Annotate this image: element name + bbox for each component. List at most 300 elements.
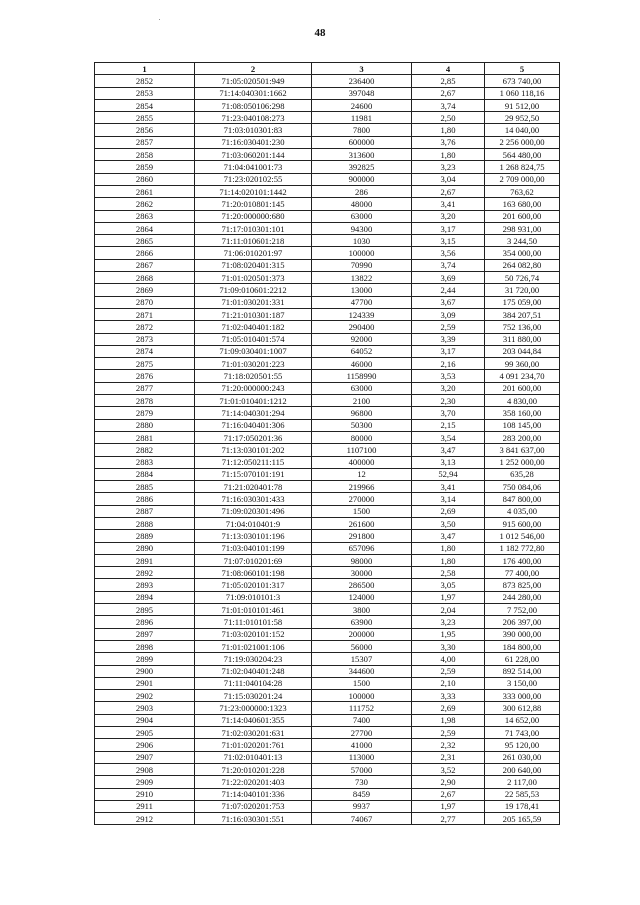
table-row bbox=[95, 395, 560, 407]
page-number: 48 bbox=[314, 27, 326, 39]
table-cell-col-1: 2898 bbox=[95, 640, 195, 652]
table-cell-col-2: 71:01:020201:761 bbox=[195, 739, 312, 751]
column-header-5: 5 bbox=[485, 63, 560, 75]
table-cell-col-3: 7800 bbox=[312, 124, 412, 136]
table-cell-col-5: 298 931,00 bbox=[485, 222, 560, 234]
table-cell-col-2: 71:11:040104:28 bbox=[195, 677, 312, 689]
table-row bbox=[95, 112, 560, 124]
table-row bbox=[95, 284, 560, 296]
table-cell-col-3: 900000 bbox=[312, 173, 412, 185]
table-cell-col-5: 3 150,00 bbox=[485, 677, 560, 689]
table-cell-col-2: 71:13:030101:196 bbox=[195, 530, 312, 542]
table-cell-col-5: 4 091 234,70 bbox=[485, 370, 560, 382]
table-cell-col-3: 41000 bbox=[312, 739, 412, 751]
table-row bbox=[95, 653, 560, 665]
table-cell-col-1: 2887 bbox=[95, 505, 195, 517]
table-cell-col-3: 261600 bbox=[312, 517, 412, 529]
table-cell-col-2: 71:03:040101:199 bbox=[195, 542, 312, 554]
table-cell-col-5: 175 059,00 bbox=[485, 296, 560, 308]
table-row bbox=[95, 173, 560, 185]
table-row bbox=[95, 591, 560, 603]
table-cell-col-2: 71:07:010201:69 bbox=[195, 554, 312, 566]
table-cell-col-1: 2858 bbox=[95, 149, 195, 161]
table-cell-col-5: 264 082,80 bbox=[485, 259, 560, 271]
table-cell-col-1: 2900 bbox=[95, 665, 195, 677]
table-cell-col-3: 400000 bbox=[312, 456, 412, 468]
table-row bbox=[95, 345, 560, 357]
table-cell-col-2: 71:08:020401:315 bbox=[195, 259, 312, 271]
table-cell-col-4: 2,77 bbox=[412, 813, 485, 825]
table-row bbox=[95, 75, 560, 87]
table-cell-col-3: 100000 bbox=[312, 247, 412, 259]
table-cell-col-2: 71:20:000000:680 bbox=[195, 210, 312, 222]
table-row bbox=[95, 714, 560, 726]
table-cell-col-3: 291800 bbox=[312, 530, 412, 542]
table-cell-col-2: 71:14:040101:336 bbox=[195, 788, 312, 800]
table-cell-col-3: 13000 bbox=[312, 284, 412, 296]
table-cell-col-5: 95 120,00 bbox=[485, 739, 560, 751]
table-row bbox=[95, 272, 560, 284]
table-cell-col-4: 2,85 bbox=[412, 75, 485, 87]
table-cell-col-3: 124339 bbox=[312, 308, 412, 320]
table-cell-col-4: 3,23 bbox=[412, 616, 485, 628]
table-cell-col-1: 2905 bbox=[95, 727, 195, 739]
table-cell-col-5: 19 178,41 bbox=[485, 800, 560, 812]
table-row bbox=[95, 530, 560, 542]
table-cell-col-2: 71:23:020102:55 bbox=[195, 173, 312, 185]
table-cell-col-4: 3,33 bbox=[412, 690, 485, 702]
table-cell-col-5: 77 400,00 bbox=[485, 567, 560, 579]
table-row bbox=[95, 604, 560, 616]
table-cell-col-4: 3,50 bbox=[412, 517, 485, 529]
table-cell-col-3: 63900 bbox=[312, 616, 412, 628]
table-cell-col-4: 3,05 bbox=[412, 579, 485, 591]
table-cell-col-3: 1158990 bbox=[312, 370, 412, 382]
table-row bbox=[95, 382, 560, 394]
table-cell-col-3: 657096 bbox=[312, 542, 412, 554]
table-cell-col-2: 71:20:010201:228 bbox=[195, 763, 312, 775]
table-cell-col-3: 96800 bbox=[312, 407, 412, 419]
table-row bbox=[95, 542, 560, 554]
table-cell-col-3: 2100 bbox=[312, 395, 412, 407]
table-body bbox=[95, 75, 560, 825]
table-cell-col-3: 1500 bbox=[312, 505, 412, 517]
table-cell-col-4: 2,04 bbox=[412, 604, 485, 616]
table-cell-col-5: 1 182 772,80 bbox=[485, 542, 560, 554]
table-cell-col-1: 2884 bbox=[95, 468, 195, 480]
table-cell-col-1: 2874 bbox=[95, 345, 195, 357]
scan-speck bbox=[159, 19, 160, 20]
table-cell-col-1: 2855 bbox=[95, 112, 195, 124]
table-cell-col-5: 311 880,00 bbox=[485, 333, 560, 345]
table-cell-col-1: 2863 bbox=[95, 210, 195, 222]
table-cell-col-2: 71:16:030401:230 bbox=[195, 136, 312, 148]
table-row bbox=[95, 763, 560, 775]
table-cell-col-4: 3,23 bbox=[412, 161, 485, 173]
table-cell-col-5: 244 280,00 bbox=[485, 591, 560, 603]
table-cell-col-2: 71:05:020101:317 bbox=[195, 579, 312, 591]
table-cell-col-5: 163 680,00 bbox=[485, 198, 560, 210]
table-cell-col-2: 71:18:020501:55 bbox=[195, 370, 312, 382]
table-row bbox=[95, 321, 560, 333]
table-row bbox=[95, 431, 560, 443]
table-cell-col-3: 80000 bbox=[312, 431, 412, 443]
table-cell-col-2: 71:05:010401:574 bbox=[195, 333, 312, 345]
table-cell-col-1: 2903 bbox=[95, 702, 195, 714]
table-row bbox=[95, 505, 560, 517]
table-row bbox=[95, 776, 560, 788]
table-cell-col-4: 1,97 bbox=[412, 800, 485, 812]
table-cell-col-1: 2909 bbox=[95, 776, 195, 788]
table-row bbox=[95, 136, 560, 148]
table-row bbox=[95, 333, 560, 345]
table-cell-col-3: 236400 bbox=[312, 75, 412, 87]
table-cell-col-5: 358 160,00 bbox=[485, 407, 560, 419]
table-cell-col-2: 71:04:041001:73 bbox=[195, 161, 312, 173]
table-cell-col-3: 48000 bbox=[312, 198, 412, 210]
table-cell-col-5: 354 000,00 bbox=[485, 247, 560, 259]
column-header-4: 4 bbox=[412, 63, 485, 75]
table-cell-col-4: 2,10 bbox=[412, 677, 485, 689]
table-row bbox=[95, 813, 560, 825]
table-cell-col-2: 71:11:010101:58 bbox=[195, 616, 312, 628]
table-cell-col-1: 2906 bbox=[95, 739, 195, 751]
table-cell-col-3: 92000 bbox=[312, 333, 412, 345]
table-cell-col-2: 71:20:000000:243 bbox=[195, 382, 312, 394]
table-row bbox=[95, 493, 560, 505]
table-cell-col-3: 397048 bbox=[312, 87, 412, 99]
table-cell-col-1: 2897 bbox=[95, 628, 195, 640]
table-cell-col-4: 3,56 bbox=[412, 247, 485, 259]
column-header-1: 1 bbox=[95, 63, 195, 75]
table-cell-col-3: 50300 bbox=[312, 419, 412, 431]
table-cell-col-5: 184 800,00 bbox=[485, 640, 560, 652]
table-cell-col-4: 2,31 bbox=[412, 751, 485, 763]
table-cell-col-1: 2868 bbox=[95, 272, 195, 284]
table-cell-col-3: 98000 bbox=[312, 554, 412, 566]
table-cell-col-5: 892 514,00 bbox=[485, 665, 560, 677]
table-cell-col-5: 564 480,00 bbox=[485, 149, 560, 161]
table-row bbox=[95, 468, 560, 480]
column-header-3: 3 bbox=[312, 63, 412, 75]
table-cell-col-4: 1,80 bbox=[412, 149, 485, 161]
table-cell-col-5: 763,62 bbox=[485, 185, 560, 197]
table-cell-col-2: 71:09:010101:3 bbox=[195, 591, 312, 603]
table-cell-col-4: 3,76 bbox=[412, 136, 485, 148]
table-cell-col-1: 2885 bbox=[95, 481, 195, 493]
table-cell-col-4: 3,13 bbox=[412, 456, 485, 468]
table-cell-col-4: 3,54 bbox=[412, 431, 485, 443]
table-cell-col-4: 2,44 bbox=[412, 284, 485, 296]
table-cell-col-1: 2911 bbox=[95, 800, 195, 812]
table-cell-col-5: 99 360,00 bbox=[485, 358, 560, 370]
table-cell-col-3: 57000 bbox=[312, 763, 412, 775]
table-cell-col-1: 2908 bbox=[95, 763, 195, 775]
table-cell-col-3: 392825 bbox=[312, 161, 412, 173]
table-cell-col-5: 31 720,00 bbox=[485, 284, 560, 296]
table-cell-col-4: 2,15 bbox=[412, 419, 485, 431]
table-row bbox=[95, 210, 560, 222]
table-cell-col-1: 2876 bbox=[95, 370, 195, 382]
table-cell-col-4: 2,59 bbox=[412, 321, 485, 333]
table-cell-col-2: 71:16:040401:306 bbox=[195, 419, 312, 431]
table-cell-col-3: 7400 bbox=[312, 714, 412, 726]
table-cell-col-5: 29 952,50 bbox=[485, 112, 560, 124]
table-cell-col-1: 2902 bbox=[95, 690, 195, 702]
table-cell-col-1: 2883 bbox=[95, 456, 195, 468]
table-cell-col-5: 261 030,00 bbox=[485, 751, 560, 763]
table-cell-col-5: 22 585,53 bbox=[485, 788, 560, 800]
table-cell-col-1: 2878 bbox=[95, 395, 195, 407]
table-cell-col-1: 2869 bbox=[95, 284, 195, 296]
table-cell-col-5: 300 612,88 bbox=[485, 702, 560, 714]
table-cell-col-3: 111752 bbox=[312, 702, 412, 714]
table-row bbox=[95, 99, 560, 111]
table-cell-col-3: 344600 bbox=[312, 665, 412, 677]
table-row bbox=[95, 677, 560, 689]
table-cell-col-4: 3,20 bbox=[412, 210, 485, 222]
table-cell-col-2: 71:09:020301:496 bbox=[195, 505, 312, 517]
table-row bbox=[95, 124, 560, 136]
table-cell-col-2: 71:08:050106:298 bbox=[195, 99, 312, 111]
table-row bbox=[95, 690, 560, 702]
table-cell-col-3: 100000 bbox=[312, 690, 412, 702]
table-cell-col-2: 71:04:010401:9 bbox=[195, 517, 312, 529]
table-cell-col-5: 873 825,00 bbox=[485, 579, 560, 591]
table-cell-col-5: 283 200,00 bbox=[485, 431, 560, 443]
table-cell-col-4: 3,14 bbox=[412, 493, 485, 505]
table-cell-col-4: 3,53 bbox=[412, 370, 485, 382]
table-cell-col-3: 56000 bbox=[312, 640, 412, 652]
table-cell-col-1: 2880 bbox=[95, 419, 195, 431]
table-cell-col-2: 71:14:040301:294 bbox=[195, 407, 312, 419]
table-cell-col-2: 71:20:010801:145 bbox=[195, 198, 312, 210]
table-cell-col-1: 2866 bbox=[95, 247, 195, 259]
table-cell-col-5: 384 207,51 bbox=[485, 308, 560, 320]
table-cell-col-2: 71:02:040401:248 bbox=[195, 665, 312, 677]
table-cell-col-2: 71:16:030301:551 bbox=[195, 813, 312, 825]
table-cell-col-3: 8459 bbox=[312, 788, 412, 800]
table-cell-col-4: 2,59 bbox=[412, 665, 485, 677]
table-cell-col-2: 71:15:070101:191 bbox=[195, 468, 312, 480]
table-cell-col-2: 71:09:030401:1007 bbox=[195, 345, 312, 357]
table-cell-col-1: 2894 bbox=[95, 591, 195, 603]
table-cell-col-3: 1500 bbox=[312, 677, 412, 689]
table-cell-col-3: 63000 bbox=[312, 382, 412, 394]
table-cell-col-2: 71:02:040401:182 bbox=[195, 321, 312, 333]
table-cell-col-5: 108 145,00 bbox=[485, 419, 560, 431]
table-row bbox=[95, 517, 560, 529]
table-cell-col-1: 2904 bbox=[95, 714, 195, 726]
table-cell-col-4: 3,09 bbox=[412, 308, 485, 320]
table-cell-col-4: 1,80 bbox=[412, 542, 485, 554]
table-cell-col-2: 71:07:020201:753 bbox=[195, 800, 312, 812]
table-row bbox=[95, 456, 560, 468]
table-cell-col-4: 3,41 bbox=[412, 198, 485, 210]
table-cell-col-2: 71:14:020101:1442 bbox=[195, 185, 312, 197]
table-cell-col-1: 2872 bbox=[95, 321, 195, 333]
table-cell-col-3: 313600 bbox=[312, 149, 412, 161]
table-cell-col-2: 71:03:020101:152 bbox=[195, 628, 312, 640]
table-cell-col-5: 14 040,00 bbox=[485, 124, 560, 136]
table-cell-col-1: 2888 bbox=[95, 517, 195, 529]
table-cell-col-5: 2 256 000,00 bbox=[485, 136, 560, 148]
table-cell-col-3: 600000 bbox=[312, 136, 412, 148]
table-cell-col-4: 1,80 bbox=[412, 124, 485, 136]
table-cell-col-4: 3,39 bbox=[412, 333, 485, 345]
table-cell-col-4: 1,97 bbox=[412, 591, 485, 603]
table-cell-col-1: 2865 bbox=[95, 235, 195, 247]
table-cell-col-1: 2882 bbox=[95, 444, 195, 456]
table-cell-col-4: 1,95 bbox=[412, 628, 485, 640]
table-cell-col-4: 3,74 bbox=[412, 99, 485, 111]
table-cell-col-5: 4 035,00 bbox=[485, 505, 560, 517]
table-cell-col-5: 205 165,59 bbox=[485, 813, 560, 825]
table-cell-col-2: 71:14:040601:355 bbox=[195, 714, 312, 726]
table-row bbox=[95, 247, 560, 259]
table-cell-col-5: 750 084,06 bbox=[485, 481, 560, 493]
table-cell-col-4: 2,58 bbox=[412, 567, 485, 579]
table-cell-col-3: 74067 bbox=[312, 813, 412, 825]
table-cell-col-2: 71:05:020501:949 bbox=[195, 75, 312, 87]
table-cell-col-5: 1 252 000,00 bbox=[485, 456, 560, 468]
table-cell-col-1: 2854 bbox=[95, 99, 195, 111]
table-cell-col-1: 2886 bbox=[95, 493, 195, 505]
table-cell-col-3: 124000 bbox=[312, 591, 412, 603]
table-cell-col-1: 2860 bbox=[95, 173, 195, 185]
table-row bbox=[95, 308, 560, 320]
table-cell-col-5: 206 397,00 bbox=[485, 616, 560, 628]
table-cell-col-4: 3,15 bbox=[412, 235, 485, 247]
table-cell-col-4: 3,52 bbox=[412, 763, 485, 775]
table-cell-col-5: 201 600,00 bbox=[485, 210, 560, 222]
table-cell-col-3: 24600 bbox=[312, 99, 412, 111]
table-cell-col-5: 3 841 637,00 bbox=[485, 444, 560, 456]
table-row bbox=[95, 235, 560, 247]
header-row bbox=[95, 63, 560, 75]
table-cell-col-3: 9937 bbox=[312, 800, 412, 812]
table-row bbox=[95, 727, 560, 739]
table-cell-col-4: 2,69 bbox=[412, 702, 485, 714]
table-row bbox=[95, 800, 560, 812]
table-row bbox=[95, 149, 560, 161]
table-cell-col-1: 2862 bbox=[95, 198, 195, 210]
table-row bbox=[95, 419, 560, 431]
table-cell-col-1: 2853 bbox=[95, 87, 195, 99]
table-cell-col-3: 64052 bbox=[312, 345, 412, 357]
table-cell-col-4: 3,70 bbox=[412, 407, 485, 419]
table-cell-col-3: 63000 bbox=[312, 210, 412, 222]
table-cell-col-4: 2,30 bbox=[412, 395, 485, 407]
table-cell-col-3: 94300 bbox=[312, 222, 412, 234]
table-cell-col-4: 2,67 bbox=[412, 185, 485, 197]
table-cell-col-4: 1,80 bbox=[412, 554, 485, 566]
table-cell-col-4: 3,17 bbox=[412, 345, 485, 357]
table-cell-col-5: 333 000,00 bbox=[485, 690, 560, 702]
table-cell-col-2: 71:16:030301:433 bbox=[195, 493, 312, 505]
table-cell-col-5: 847 800,00 bbox=[485, 493, 560, 505]
table-row bbox=[95, 665, 560, 677]
table-cell-col-4: 2,69 bbox=[412, 505, 485, 517]
table-cell-col-4: 3,04 bbox=[412, 173, 485, 185]
table-cell-col-2: 71:06:010201:97 bbox=[195, 247, 312, 259]
table-cell-col-2: 71:02:010401:13 bbox=[195, 751, 312, 763]
table-cell-col-4: 2,32 bbox=[412, 739, 485, 751]
table-cell-col-4: 3,74 bbox=[412, 259, 485, 271]
table-cell-col-5: 635,28 bbox=[485, 468, 560, 480]
table-cell-col-4: 3,41 bbox=[412, 481, 485, 493]
table-cell-col-2: 71:03:010301:83 bbox=[195, 124, 312, 136]
table-cell-col-5: 2 117,00 bbox=[485, 776, 560, 788]
table-cell-col-4: 3,69 bbox=[412, 272, 485, 284]
table-row bbox=[95, 370, 560, 382]
table-cell-col-3: 11981 bbox=[312, 112, 412, 124]
table-row bbox=[95, 198, 560, 210]
table-row bbox=[95, 702, 560, 714]
table-cell-col-4: 2,50 bbox=[412, 112, 485, 124]
table-cell-col-2: 71:01:030201:331 bbox=[195, 296, 312, 308]
table-row bbox=[95, 554, 560, 566]
table-cell-col-2: 71:22:020201:403 bbox=[195, 776, 312, 788]
table-cell-col-5: 1 012 546,00 bbox=[485, 530, 560, 542]
table-cell-col-3: 70990 bbox=[312, 259, 412, 271]
table-cell-col-1: 2857 bbox=[95, 136, 195, 148]
table-cell-col-3: 30000 bbox=[312, 567, 412, 579]
table-cell-col-4: 3,30 bbox=[412, 640, 485, 652]
table-cell-col-1: 2890 bbox=[95, 542, 195, 554]
table-cell-col-3: 730 bbox=[312, 776, 412, 788]
table-row bbox=[95, 788, 560, 800]
table-row bbox=[95, 481, 560, 493]
table-cell-col-4: 2,67 bbox=[412, 788, 485, 800]
table-cell-col-4: 4,00 bbox=[412, 653, 485, 665]
table-cell-col-5: 203 044,84 bbox=[485, 345, 560, 357]
table-cell-col-2: 71:17:010301:101 bbox=[195, 222, 312, 234]
table-cell-col-4: 3,47 bbox=[412, 530, 485, 542]
table-row bbox=[95, 751, 560, 763]
table-cell-col-4: 2,59 bbox=[412, 727, 485, 739]
table-cell-col-1: 2896 bbox=[95, 616, 195, 628]
table-cell-col-5: 71 743,00 bbox=[485, 727, 560, 739]
table-cell-col-1: 2893 bbox=[95, 579, 195, 591]
table-cell-col-1: 2881 bbox=[95, 431, 195, 443]
table-cell-col-1: 2912 bbox=[95, 813, 195, 825]
table-row bbox=[95, 739, 560, 751]
table-row bbox=[95, 87, 560, 99]
table-row bbox=[95, 222, 560, 234]
table-cell-col-1: 2861 bbox=[95, 185, 195, 197]
table-cell-col-4: 3,67 bbox=[412, 296, 485, 308]
table-cell-col-5: 3 244,50 bbox=[485, 235, 560, 247]
table-cell-col-2: 71:08:060101:198 bbox=[195, 567, 312, 579]
table-cell-col-5: 752 136,00 bbox=[485, 321, 560, 333]
table-cell-col-5: 61 228,00 bbox=[485, 653, 560, 665]
table-row bbox=[95, 444, 560, 456]
table-cell-col-3: 219966 bbox=[312, 481, 412, 493]
table-cell-col-3: 15307 bbox=[312, 653, 412, 665]
table-cell-col-3: 113000 bbox=[312, 751, 412, 763]
table-cell-col-2: 71:09:010601:2212 bbox=[195, 284, 312, 296]
table-cell-col-2: 71:21:020401:78 bbox=[195, 481, 312, 493]
table-cell-col-3: 46000 bbox=[312, 358, 412, 370]
cadastral-table bbox=[94, 62, 560, 825]
table-cell-col-1: 2910 bbox=[95, 788, 195, 800]
table-cell-col-2: 71:01:030201:223 bbox=[195, 358, 312, 370]
table-cell-col-4: 1,98 bbox=[412, 714, 485, 726]
table-row bbox=[95, 567, 560, 579]
table-cell-col-1: 2895 bbox=[95, 604, 195, 616]
table-cell-col-5: 1 060 118,16 bbox=[485, 87, 560, 99]
